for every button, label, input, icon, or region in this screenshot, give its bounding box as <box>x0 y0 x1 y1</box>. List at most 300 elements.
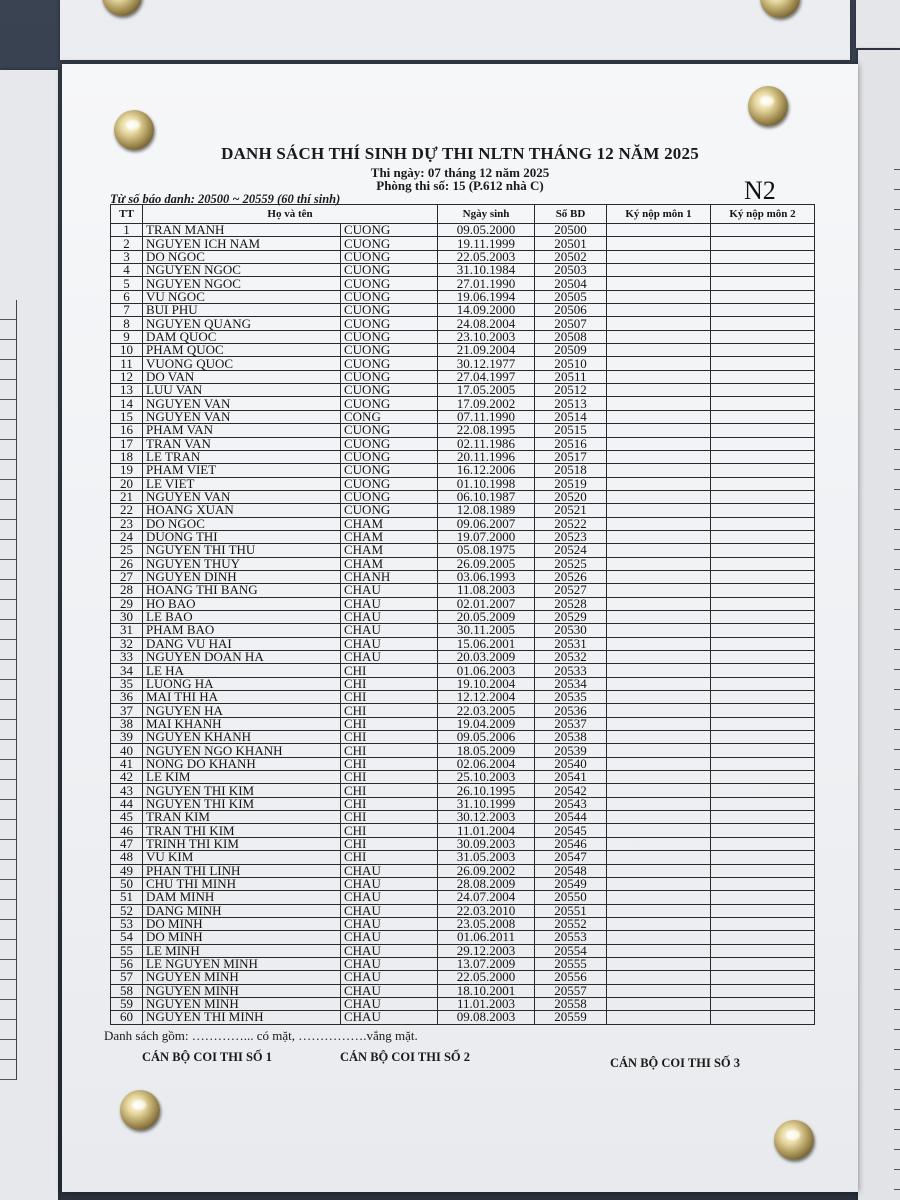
signature-cell-subject-2[interactable] <box>711 424 815 437</box>
signature-cell-subject-1[interactable] <box>607 410 711 423</box>
given-name: CONG <box>341 410 438 423</box>
table-row <box>111 864 815 877</box>
family-name: VU NGOC <box>143 290 341 303</box>
row-number: 59 <box>111 997 143 1010</box>
candidate-number: 20512 <box>535 384 607 397</box>
family-name: LE BAO <box>143 610 341 623</box>
table-row <box>111 437 815 450</box>
candidate-number: 20527 <box>535 584 607 597</box>
signature-cell-subject-1[interactable] <box>607 797 711 810</box>
signature-cell-subject-2[interactable] <box>711 1011 815 1024</box>
table-row <box>111 330 815 343</box>
row-number: 38 <box>111 717 143 730</box>
signature-cell-subject-2[interactable] <box>711 477 815 490</box>
header-tt: TT <box>111 205 143 224</box>
signature-cell-subject-1[interactable] <box>607 824 711 837</box>
date-of-birth: 15.06.2001 <box>438 637 535 650</box>
candidate-number: 20557 <box>535 984 607 997</box>
row-number: 58 <box>111 984 143 997</box>
given-name: CHANH <box>341 570 438 583</box>
signature-cell-subject-2[interactable] <box>711 664 815 677</box>
signature-cell-subject-1[interactable] <box>607 544 711 557</box>
signature-cell-subject-1[interactable] <box>607 557 711 570</box>
table-row <box>111 397 815 410</box>
table-row <box>111 824 815 837</box>
signature-cell-subject-2[interactable] <box>711 344 815 357</box>
row-number: 27 <box>111 570 143 583</box>
signature-cell-subject-2[interactable] <box>711 397 815 410</box>
signature-cell-subject-1[interactable] <box>607 664 711 677</box>
candidate-number: 20529 <box>535 610 607 623</box>
header-dob: Ngày sinh <box>438 205 535 224</box>
row-number: 43 <box>111 784 143 797</box>
signature-cell-subject-1[interactable] <box>607 344 711 357</box>
signature-cell-subject-2[interactable] <box>711 944 815 957</box>
signature-cell-subject-2[interactable] <box>711 370 815 383</box>
signature-cell-subject-2[interactable] <box>711 864 815 877</box>
candidate-range: Từ số báo danh: 20500 ~ 20559 (60 thí sinh) <box>110 192 341 206</box>
row-number: 26 <box>111 557 143 570</box>
background-sheet-top-right <box>856 0 900 48</box>
signature-cell-subject-1[interactable] <box>607 277 711 290</box>
table-row <box>111 570 815 583</box>
table-row <box>111 771 815 784</box>
given-name: CHI <box>341 744 438 757</box>
date-of-birth: 22.05.2003 <box>438 250 535 263</box>
signature-cell-subject-2[interactable] <box>711 811 815 824</box>
candidate-table-body <box>111 224 815 1025</box>
row-number: 14 <box>111 397 143 410</box>
signature-cell-subject-1[interactable] <box>607 784 711 797</box>
candidate-number: 20514 <box>535 410 607 423</box>
signature-cell-subject-1[interactable] <box>607 717 711 730</box>
signature-cell-subject-2[interactable] <box>711 984 815 997</box>
row-number: 16 <box>111 424 143 437</box>
header-sign-subject-1: Ký nộp môn 1 <box>607 205 711 224</box>
signature-cell-subject-1[interactable] <box>607 757 711 770</box>
given-name: CHI <box>341 784 438 797</box>
signature-cell-subject-1[interactable] <box>607 384 711 397</box>
signature-cell-subject-1[interactable] <box>607 677 711 690</box>
given-name: CHI <box>341 731 438 744</box>
candidate-number: 20555 <box>535 957 607 970</box>
signature-cell-subject-1[interactable] <box>607 837 711 850</box>
table-row <box>111 264 815 277</box>
table-row <box>111 477 815 490</box>
signature-cell-subject-1[interactable] <box>607 997 711 1010</box>
row-number: 18 <box>111 450 143 463</box>
signature-cell-subject-1[interactable] <box>607 584 711 597</box>
given-name: CHAU <box>341 1011 438 1024</box>
table-row <box>111 651 815 664</box>
signature-cell-subject-1[interactable] <box>607 864 711 877</box>
given-name: CHAM <box>341 544 438 557</box>
given-name: CHI <box>341 691 438 704</box>
candidate-number: 20500 <box>535 224 607 237</box>
row-number: 44 <box>111 797 143 810</box>
signature-cell-subject-2[interactable] <box>711 904 815 917</box>
candidate-number: 20518 <box>535 464 607 477</box>
date-of-birth: 17.05.2005 <box>438 384 535 397</box>
table-row <box>111 357 815 370</box>
signature-cell-subject-1[interactable] <box>607 570 711 583</box>
signature-cell-subject-2[interactable] <box>711 224 815 237</box>
row-number: 53 <box>111 917 143 930</box>
signature-cell-subject-1[interactable] <box>607 330 711 343</box>
signature-cell-subject-1[interactable] <box>607 424 711 437</box>
family-name: NGUYEN DOAN HA <box>143 651 341 664</box>
signature-cell-subject-1[interactable] <box>607 624 711 637</box>
date-of-birth: 12.12.2004 <box>438 691 535 704</box>
signature-cell-subject-1[interactable] <box>607 450 711 463</box>
table-row <box>111 304 815 317</box>
signature-cell-subject-1[interactable] <box>607 851 711 864</box>
signature-cell-subject-2[interactable] <box>711 971 815 984</box>
table-row <box>111 490 815 503</box>
date-of-birth: 24.07.2004 <box>438 891 535 904</box>
family-name: PHAM BAO <box>143 624 341 637</box>
candidate-number: 20504 <box>535 277 607 290</box>
given-name: CHI <box>341 664 438 677</box>
signature-cell-subject-1[interactable] <box>607 357 711 370</box>
date-of-birth: 24.08.2004 <box>438 317 535 330</box>
signature-cell-subject-1[interactable] <box>607 317 711 330</box>
signature-cell-subject-2[interactable] <box>711 317 815 330</box>
signature-cell-subject-2[interactable] <box>711 731 815 744</box>
date-of-birth: 22.03.2010 <box>438 904 535 917</box>
signature-cell-subject-1[interactable] <box>607 944 711 957</box>
date-of-birth: 14.09.2000 <box>438 304 535 317</box>
candidate-number: 20539 <box>535 744 607 757</box>
signature-cell-subject-1[interactable] <box>607 731 711 744</box>
signature-cell-subject-2[interactable] <box>711 891 815 904</box>
date-of-birth: 17.09.2002 <box>438 397 535 410</box>
signature-cell-subject-2[interactable] <box>711 771 815 784</box>
signature-cell-subject-2[interactable] <box>711 997 815 1010</box>
signature-cell-subject-1[interactable] <box>607 304 711 317</box>
signature-cell-subject-2[interactable] <box>711 651 815 664</box>
signature-cell-subject-2[interactable] <box>711 624 815 637</box>
table-row <box>111 624 815 637</box>
table-row <box>111 517 815 530</box>
candidate-number: 20549 <box>535 877 607 890</box>
row-number: 36 <box>111 691 143 704</box>
signature-cell-subject-2[interactable] <box>711 677 815 690</box>
signature-cell-subject-1[interactable] <box>607 811 711 824</box>
signature-cell-subject-2[interactable] <box>711 290 815 303</box>
table-row <box>111 851 815 864</box>
signature-cell-subject-1[interactable] <box>607 637 711 650</box>
row-number: 48 <box>111 851 143 864</box>
signature-cell-subject-2[interactable] <box>711 504 815 517</box>
signature-cell-subject-1[interactable] <box>607 904 711 917</box>
table-row <box>111 944 815 957</box>
pin-icon <box>120 1090 160 1130</box>
candidate-number: 20550 <box>535 891 607 904</box>
row-number: 9 <box>111 330 143 343</box>
candidate-number: 20545 <box>535 824 607 837</box>
signature-cell-subject-2[interactable] <box>711 824 815 837</box>
date-of-birth: 26.09.2005 <box>438 557 535 570</box>
table-row <box>111 384 815 397</box>
signature-cell-subject-2[interactable] <box>711 744 815 757</box>
row-number: 32 <box>111 637 143 650</box>
signature-cell-subject-2[interactable] <box>711 851 815 864</box>
family-name: BUI PHU <box>143 304 341 317</box>
signature-cell-subject-1[interactable] <box>607 971 711 984</box>
table-row <box>111 904 815 917</box>
signature-cell-subject-2[interactable] <box>711 330 815 343</box>
given-name: CUONG <box>341 357 438 370</box>
candidate-number: 20531 <box>535 637 607 650</box>
signature-cell-subject-1[interactable] <box>607 224 711 237</box>
family-name: TRAN THI KIM <box>143 824 341 837</box>
family-name: PHAM VAN <box>143 424 341 437</box>
family-name: NGUYEN THI MINH <box>143 1011 341 1024</box>
left-sheet-grid <box>0 300 17 1080</box>
candidate-number: 20536 <box>535 704 607 717</box>
date-of-birth: 11.01.2003 <box>438 997 535 1010</box>
signature-cell-subject-2[interactable] <box>711 517 815 530</box>
candidate-number: 20535 <box>535 691 607 704</box>
given-name: CHAM <box>341 530 438 543</box>
signature-cell-subject-2[interactable] <box>711 250 815 263</box>
given-name: CHAU <box>341 610 438 623</box>
given-name: CHAU <box>341 864 438 877</box>
table-row <box>111 797 815 810</box>
signature-cell-subject-1[interactable] <box>607 877 711 890</box>
signature-cell-subject-2[interactable] <box>711 957 815 970</box>
signature-cell-subject-1[interactable] <box>607 397 711 410</box>
signature-cell-subject-1[interactable] <box>607 744 711 757</box>
date-of-birth: 31.10.1984 <box>438 264 535 277</box>
family-name: NGUYEN VAN <box>143 397 341 410</box>
candidate-number: 20506 <box>535 304 607 317</box>
given-name: CUONG <box>341 330 438 343</box>
family-name: NGUYEN ICH NAM <box>143 237 341 250</box>
signature-cell-subject-2[interactable] <box>711 837 815 850</box>
table-row <box>111 584 815 597</box>
row-number: 4 <box>111 264 143 277</box>
signature-cell-subject-1[interactable] <box>607 504 711 517</box>
date-of-birth: 30.12.1977 <box>438 357 535 370</box>
candidate-number: 20513 <box>535 397 607 410</box>
row-number: 47 <box>111 837 143 850</box>
date-of-birth: 07.11.1990 <box>438 410 535 423</box>
signature-cell-subject-1[interactable] <box>607 264 711 277</box>
family-name: MAI THI HA <box>143 691 341 704</box>
given-name: CUONG <box>341 304 438 317</box>
given-name: CHAU <box>341 984 438 997</box>
family-name: HOANG XUAN <box>143 504 341 517</box>
signature-cell-subject-2[interactable] <box>711 637 815 650</box>
table-row <box>111 811 815 824</box>
signature-cell-subject-2[interactable] <box>711 610 815 623</box>
table-row <box>111 370 815 383</box>
row-number: 23 <box>111 517 143 530</box>
signature-cell-subject-2[interactable] <box>711 237 815 250</box>
family-name: HO BAO <box>143 597 341 610</box>
candidate-number: 20548 <box>535 864 607 877</box>
row-number: 42 <box>111 771 143 784</box>
signature-cell-subject-2[interactable] <box>711 917 815 930</box>
given-name: CUONG <box>341 424 438 437</box>
given-name: CHAU <box>341 917 438 930</box>
signature-cell-subject-1[interactable] <box>607 1011 711 1024</box>
candidate-number: 20546 <box>535 837 607 850</box>
family-name: LUU VAN <box>143 384 341 397</box>
family-name: NGUYEN DINH <box>143 570 341 583</box>
signature-cell-subject-1[interactable] <box>607 610 711 623</box>
signature-cell-subject-1[interactable] <box>607 917 711 930</box>
table-row <box>111 837 815 850</box>
table-row <box>111 344 815 357</box>
table-row <box>111 997 815 1010</box>
signature-cell-subject-1[interactable] <box>607 237 711 250</box>
signature-cell-subject-2[interactable] <box>711 544 815 557</box>
given-name: CHAU <box>341 971 438 984</box>
given-name: CUONG <box>341 397 438 410</box>
signature-cell-subject-1[interactable] <box>607 490 711 503</box>
candidate-number: 20556 <box>535 971 607 984</box>
signature-cell-subject-2[interactable] <box>711 384 815 397</box>
given-name: CUONG <box>341 277 438 290</box>
family-name: LE TRAN <box>143 450 341 463</box>
row-number: 45 <box>111 811 143 824</box>
table-row <box>111 250 815 263</box>
signature-cell-subject-2[interactable] <box>711 557 815 570</box>
signature-cell-subject-1[interactable] <box>607 704 711 717</box>
signature-cell-subject-2[interactable] <box>711 450 815 463</box>
family-name: NGUYEN THUY <box>143 557 341 570</box>
signature-cell-subject-2[interactable] <box>711 304 815 317</box>
row-number: 30 <box>111 610 143 623</box>
signature-cell-subject-1[interactable] <box>607 957 711 970</box>
signature-cell-subject-1[interactable] <box>607 250 711 263</box>
given-name: CHAU <box>341 891 438 904</box>
signature-cell-subject-2[interactable] <box>711 277 815 290</box>
date-of-birth: 21.09.2004 <box>438 344 535 357</box>
family-name: DO MINH <box>143 931 341 944</box>
signature-cell-subject-1[interactable] <box>607 984 711 997</box>
candidate-number: 20502 <box>535 250 607 263</box>
table-row <box>111 731 815 744</box>
candidate-number: 20528 <box>535 597 607 610</box>
row-number: 15 <box>111 410 143 423</box>
signature-cell-subject-1[interactable] <box>607 771 711 784</box>
date-of-birth: 02.01.2007 <box>438 597 535 610</box>
family-name: NGUYEN THI KIM <box>143 784 341 797</box>
row-number: 60 <box>111 1011 143 1024</box>
signature-cell-subject-2[interactable] <box>711 597 815 610</box>
candidate-number: 20532 <box>535 651 607 664</box>
date-of-birth: 18.10.2001 <box>438 984 535 997</box>
signature-cell-subject-2[interactable] <box>711 264 815 277</box>
family-name: DANG VU HAI <box>143 637 341 650</box>
date-of-birth: 16.12.2006 <box>438 464 535 477</box>
signature-cell-subject-2[interactable] <box>711 490 815 503</box>
table-row <box>111 530 815 543</box>
row-number: 12 <box>111 370 143 383</box>
candidate-number: 20522 <box>535 517 607 530</box>
date-of-birth: 19.07.2000 <box>438 530 535 543</box>
signature-cell-subject-1[interactable] <box>607 477 711 490</box>
candidate-number: 20533 <box>535 664 607 677</box>
family-name: NGUYEN MINH <box>143 971 341 984</box>
given-name: CHI <box>341 704 438 717</box>
given-name: CHAU <box>341 877 438 890</box>
signature-cell-subject-2[interactable] <box>711 691 815 704</box>
signature-cell-subject-1[interactable] <box>607 437 711 450</box>
given-name: CHAU <box>341 651 438 664</box>
given-name: CUONG <box>341 224 438 237</box>
table-row <box>111 744 815 757</box>
candidate-number: 20553 <box>535 931 607 944</box>
table-row <box>111 410 815 423</box>
signature-cell-subject-2[interactable] <box>711 704 815 717</box>
signature-cell-subject-2[interactable] <box>711 584 815 597</box>
signature-cell-subject-1[interactable] <box>607 691 711 704</box>
signature-cell-subject-1[interactable] <box>607 464 711 477</box>
background-sheet-left <box>0 70 58 1200</box>
family-name: LE VIET <box>143 477 341 490</box>
signature-cell-subject-1[interactable] <box>607 290 711 303</box>
signature-cell-subject-1[interactable] <box>607 891 711 904</box>
date-of-birth: 20.05.2009 <box>438 610 535 623</box>
signature-cell-subject-2[interactable] <box>711 410 815 423</box>
candidate-number: 20515 <box>535 424 607 437</box>
signature-cell-subject-1[interactable] <box>607 597 711 610</box>
given-name: CHAU <box>341 904 438 917</box>
row-number: 5 <box>111 277 143 290</box>
row-number: 35 <box>111 677 143 690</box>
signature-cell-subject-1[interactable] <box>607 370 711 383</box>
right-sheet-grid <box>894 150 900 1190</box>
table-row <box>111 757 815 770</box>
given-name: CHAU <box>341 944 438 957</box>
signature-cell-subject-1[interactable] <box>607 651 711 664</box>
row-number: 29 <box>111 597 143 610</box>
date-of-birth: 11.08.2003 <box>438 584 535 597</box>
signature-cell-subject-1[interactable] <box>607 530 711 543</box>
given-name: CHAU <box>341 584 438 597</box>
signature-cell-subject-2[interactable] <box>711 357 815 370</box>
row-number: 22 <box>111 504 143 517</box>
signature-cell-subject-1[interactable] <box>607 931 711 944</box>
date-of-birth: 30.12.2003 <box>438 811 535 824</box>
date-of-birth: 05.08.1975 <box>438 544 535 557</box>
row-number: 17 <box>111 437 143 450</box>
signature-cell-subject-2[interactable] <box>711 717 815 730</box>
signature-cell-subject-2[interactable] <box>711 877 815 890</box>
signature-cell-subject-2[interactable] <box>711 570 815 583</box>
signature-cell-subject-2[interactable] <box>711 931 815 944</box>
date-of-birth: 09.05.2006 <box>438 731 535 744</box>
signature-cell-subject-2[interactable] <box>711 437 815 450</box>
candidate-number: 20554 <box>535 944 607 957</box>
signature-cell-subject-2[interactable] <box>711 757 815 770</box>
row-number: 54 <box>111 931 143 944</box>
signature-cell-subject-2[interactable] <box>711 464 815 477</box>
signature-cell-subject-2[interactable] <box>711 797 815 810</box>
signature-cell-subject-1[interactable] <box>607 517 711 530</box>
signature-cell-subject-2[interactable] <box>711 784 815 797</box>
family-name: NGUYEN QUANG <box>143 317 341 330</box>
signature-cell-subject-2[interactable] <box>711 530 815 543</box>
candidate-table <box>110 204 815 1025</box>
given-name: CUONG <box>341 490 438 503</box>
date-of-birth: 03.06.1993 <box>438 570 535 583</box>
